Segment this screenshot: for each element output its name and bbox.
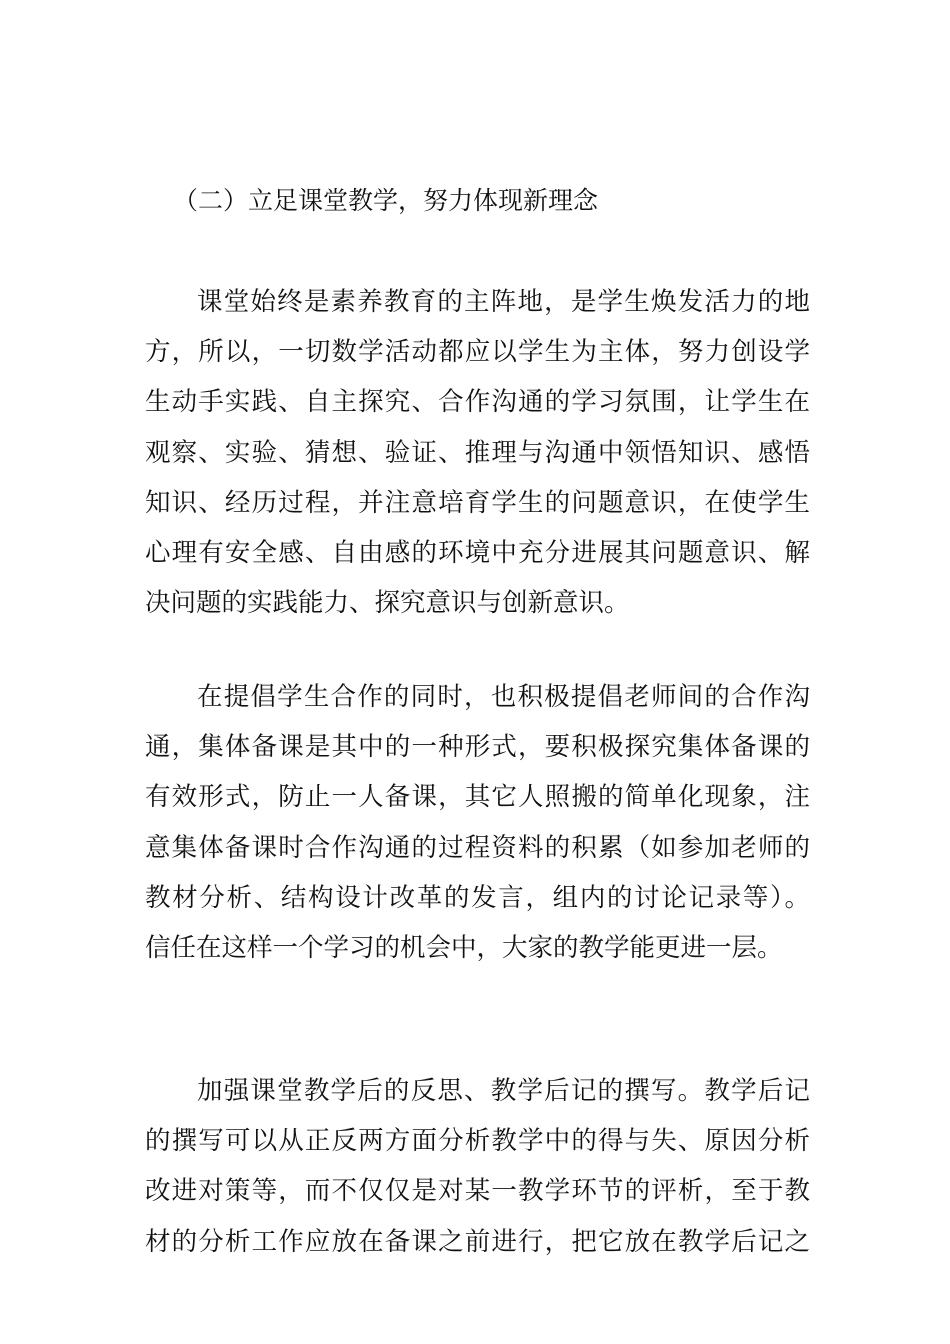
paragraph-line: 课堂始终是素养教育的主阵地，是学生焕发活力的地 xyxy=(197,287,810,317)
paragraph-classroom-teaching xyxy=(145,277,810,628)
paragraph-line: 方，所以，一切数学活动都应以学生为主体，努力创设学 xyxy=(145,337,810,368)
paragraph-line: 知识、经历过程，并注意培育学生的问题意识，在使学生 xyxy=(145,487,810,518)
paragraph-line: 观察、实验、猜想、验证、推理与沟通中领悟知识、感悟 xyxy=(145,437,810,468)
paragraph-line: 在提倡学生合作的同时，也积极提倡老师间的合作沟 xyxy=(197,682,810,712)
paragraph-line: 材的分析工作应放在备课之前进行，把它放在教学后记之 xyxy=(145,1226,810,1257)
paragraph-line: 心理有安全感、自由感的环境中充分进展其问题意识、解 xyxy=(145,537,810,568)
paragraph-line: 决问题的实践能力、探究意识与创新意识。 xyxy=(145,588,630,619)
paragraph-line: 教材分析、结构设计改革的发言，组内的讨论记录等）。 xyxy=(145,882,810,913)
section-heading: （二）立足课堂教学，努力体现新理念 xyxy=(173,186,599,215)
paragraph-line: 有效形式，防止一人备课，其它人照搬的简单化现象，注 xyxy=(145,782,810,813)
paragraph-teacher-cooperation xyxy=(145,672,810,973)
paragraph-line: 的撰写可以从正反两方面分析教学中的得与失、原因分析 xyxy=(145,1126,810,1157)
paragraph-teaching-reflection xyxy=(145,1066,810,1267)
paragraph-line: 信任在这样一个学习的机会中，大家的教学能更进一层。 xyxy=(145,932,783,963)
paragraph-line: 意集体备课时合作沟通的过程资料的积累（如参加老师的 xyxy=(145,832,810,863)
paragraph-line: 生动手实践、自主探究、合作沟通的学习氛围，让学生在 xyxy=(145,387,810,418)
paragraph-line: 改进对策等，而不仅仅是对某一教学环节的评析，至于教 xyxy=(145,1176,810,1207)
paragraph-line: 通，集体备课是其中的一种形式，要积极探究集体备课的 xyxy=(145,732,810,763)
paragraph-line: 加强课堂教学后的反思、教学后记的撰写。教学后记 xyxy=(197,1076,810,1106)
